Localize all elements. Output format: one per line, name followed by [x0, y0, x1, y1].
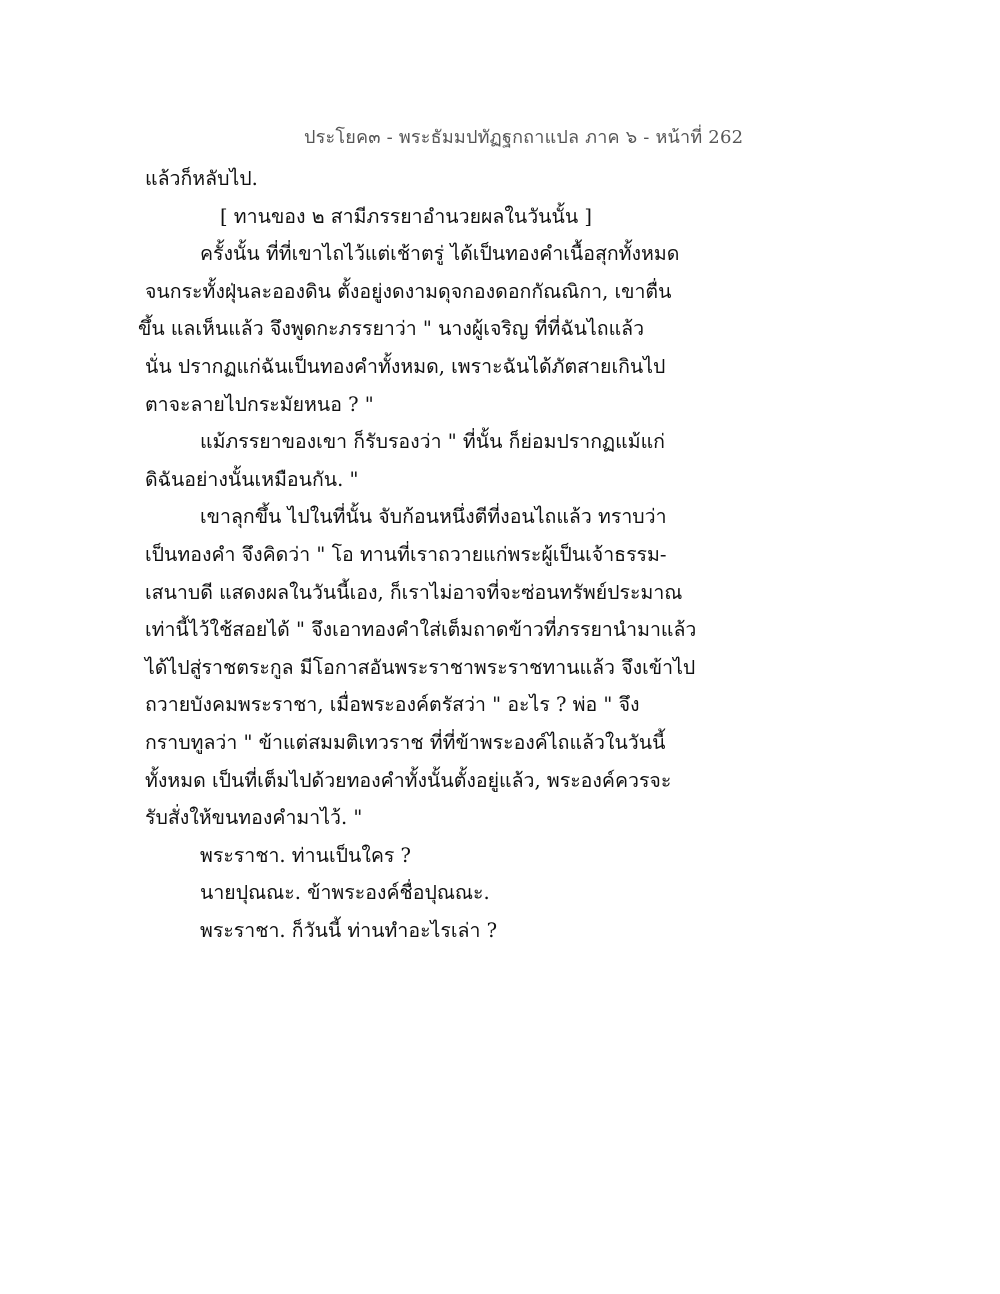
- section-heading: [ ทานของ ๒ สามีภรรยาอำนวยผลในวันนั้น ]: [220, 204, 592, 228]
- text-line: ครั้งนั้น ที่ที่เขาไถไว้แต่เช้าตรู่ ได้เป็นทองคำเนื้อสุกทั้งหมด: [200, 242, 680, 266]
- text-line: แล้วก็หลับไป.: [145, 167, 258, 190]
- body-text: [138, 160, 705, 949]
- text-line: แม้ภรรยาของเขา ก็รับรองว่า " ที่นั้น ก็ย่อมปรากฏแม้แก่: [200, 430, 665, 454]
- text-line: ขึ้น แลเห็นแล้ว จึงพูดกะภรรยาว่า " นางผู้เจริญ ที่ที่ฉันไถแล้ว: [138, 317, 645, 341]
- text-line: เขาลุกขึ้น ไปในที่นั้น จับก้อนหนึ่งตีที่งอนไถแล้ว ทราบว่า: [200, 505, 667, 529]
- text-line: เท่านี้ไว้ใช้สอยได้ " จึงเอาทองคำใส่เต็มถาดข้าวที่ภรรยานำมาแล้ว: [145, 618, 697, 642]
- text-line: จนกระทั้งฝุ่นละอองดิน ตั้งอยู่งดงามดุจกองดอกกัณณิกา, เขาตื่น: [145, 279, 672, 303]
- dialogue-line: พระราชา. ท่านเป็นใคร ?: [200, 843, 412, 867]
- text-line: ตาจะลายไปกระมัยหนอ ? ": [145, 392, 374, 416]
- text-line: รับสั่งให้ขนทองคำมาไว้. ": [145, 806, 363, 830]
- text-line: ทั้งหมด เป็นที่เต็มไปด้วยทองคำทั้งนั้นตั้งอยู่แล้ว, พระองค์ควรจะ: [145, 768, 672, 792]
- text-line: นั่น ปรากฏแก่ฉันเป็นทองคำทั้งหมด, เพราะฉันได้ภัตสายเกินไป: [145, 354, 666, 378]
- text-line: เสนาบดี แสดงผลในวันนี้เอง, ก็เราไม่อาจที่จะซ่อนทรัพย์ประมาณ: [145, 580, 683, 604]
- text-line: เป็นทองคำ จึงคิดว่า " โอ ทานที่เราถวายแก่พระผู้เป็นเจ้าธรรม-: [145, 542, 667, 566]
- running-header: ประโยค๓ - พระธัมมปทัฏฐกถาแปล ภาค ๖ - หน้าที่ 262: [304, 127, 744, 148]
- text-line: กราบทูลว่า " ข้าแต่สมมติเทวราช ที่ที่ข้าพระองค์ไถแล้วในวันนี้: [145, 730, 666, 754]
- text-line: ได้ไปสู่ราชตระกูล มีโอกาสอันพระราชาพระราชทานแล้ว จึงเข้าไป: [145, 655, 696, 679]
- dialogue-line: พระราชา. ก็วันนี้ ท่านทำอะไรเล่า ?: [200, 918, 498, 942]
- dialogue-line: นายปุณณะ. ข้าพระองค์ชื่อปุณณะ.: [200, 881, 490, 905]
- text-line: ดิฉันอย่างนั้นเหมือนกัน. ": [145, 467, 359, 491]
- text-line: ถวายบังคมพระราชา, เมื่อพระองค์ตรัสว่า " อะไร ? พ่อ " จึง: [145, 693, 640, 717]
